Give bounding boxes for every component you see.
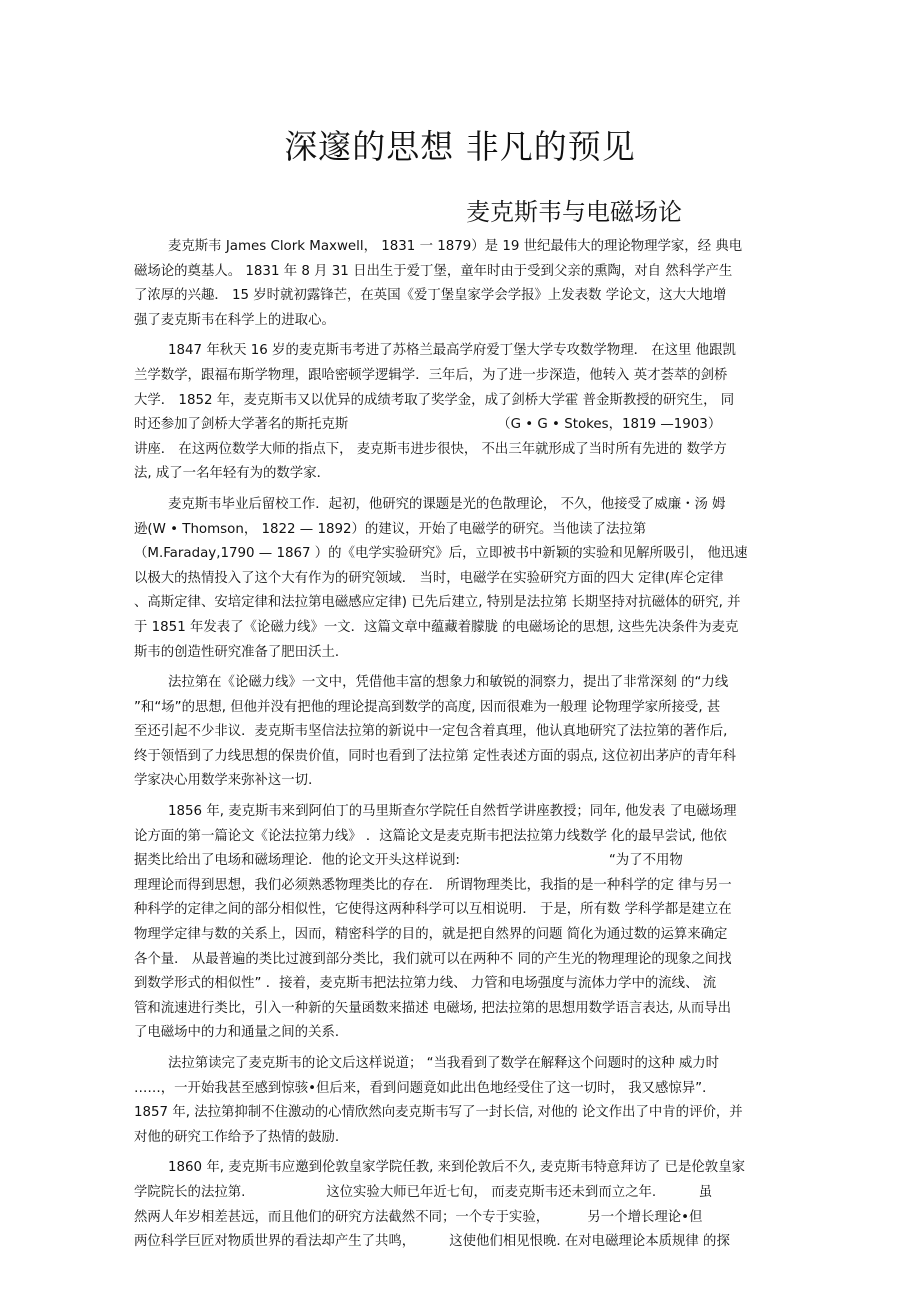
paragraph-line: 两位科学巨匠对物质世界的看法却产生了共鸣， 这使他们相见恨晚. 在对电磁理论本质规律 的探 [134,1234,730,1250]
paragraph [134,339,784,487]
page-title: 深邃的思想 非凡的预见 [284,127,636,166]
paragraph-line: 1857 年, 法拉第抑制不住激动的心情欣然向麦克斯韦写了一封长信, 对他的 论文作出了中肯的评价，并 [134,1105,743,1121]
paragraph-line: 种科学的定律之间的部分相似性，它使得这两种科学可以互相说明． 于是，所有数 学科学都是建立在 [134,902,732,918]
paragraph [134,493,784,665]
paragraph-line: 学院院长的法拉第. 这位实验大师已年近七旬， 而麦克斯韦还未到而立之年. 虽 [134,1184,713,1200]
page-subtitle: 麦克斯韦与电磁场论 [466,198,682,226]
paragraph [134,1052,784,1150]
paragraph [134,235,784,333]
paragraph-line: 1847 年秋天 16 岁的麦克斯韦考进了苏格兰最高学府爱丁堡大学专攻数学物理． 在这里 他跟凯 [168,343,736,359]
paragraph-line: 到数学形式的相似性” ．接着，麦克斯韦把法拉第力线、 力管和电场强度与流体力学中的流线、 流 [134,976,717,992]
paragraph-line: 斯韦的创造性研究准备了肥田沃土． [134,644,349,660]
paragraph-line: 磁场论的奠基人。 1831 年 8 月 31 日出生于爱丁堡，童年时由于受到父亲的熏陶，对自 然科学产生 [134,263,733,279]
paragraph-line: 1860 年, 麦克斯韦应邀到伦敦皇家学院任教, 来到伦敦后不久, 麦克斯韦特意拜访了 已是伦敦皇家 [168,1160,745,1176]
article-body [134,235,784,1255]
paragraph-line: 以极大的热情投入了这个大有作为的研究领域． 当时，电磁学在实验研究方面的四大 定律(库仑定律 [134,570,724,586]
paragraph-line: 各个量． 从最普遍的类比过渡到部分类比，我们就可以在两种不 同的产生光的物理理论的现象之间找 [134,951,732,967]
paragraph-line: 了电磁场中的力和通量之间的关系． [134,1025,349,1041]
paragraph-line: ……，一开始我甚至感到惊骇•但后来，看到问题竟如此出色地经受住了这一切时， 我又感惊异”． [134,1080,716,1096]
paragraph-line: （M.Faraday,1790 — 1867 ）的《电学实验研究》后，立即被书中新颖的实验和见解所吸引， 他迅速 [134,546,748,562]
paragraph-line: 、高斯定律、安培定律和法拉第电磁感应定律) 已先后建立, 特别是法拉第 长期坚持对抗磁体的研究, 并 [134,595,741,611]
paragraph-line: 于 1851 年发表了《论磁力线》一文．这篇文章中蕴藏着朦胧 的电磁场论的思想, 这些先决条件为麦克 [134,619,739,635]
paragraph-line: 对他的研究工作给予了热情的鼓励. [134,1129,340,1145]
paragraph-line: 至还引起不少非议．麦克斯韦坚信法拉第的新说中一定包含着真理，他认真地研究了法拉第的著作后, [134,724,728,740]
paragraph-line: 兰学数学，跟福布斯学物理，跟哈密顿学逻辑学．三年后，为了进一步深造，他转入 英才荟萃的剑桥 [134,367,728,383]
paragraph-line: ”和“场”的思想, 但他并没有把他的理论提高到数学的高度, 因而很难为一般理 论物理学家所接受, 甚 [134,699,721,715]
paragraph-line: 大学． 1852 年，麦克斯韦又以优异的成绩考取了奖学金，成了剑桥大学霍 普金斯教授的研究生， 同 [134,392,735,408]
paragraph-line: 时还参加了剑桥大学著名的斯托克斯 （G • G • Stokes，1819 —1903） [134,417,722,433]
paragraph [134,671,784,794]
paragraph-line: 1856 年, 麦克斯韦来到阿伯丁的马里斯查尔学院任自然哲学讲座教授；同年, 他发表 了电磁场理 [168,804,737,820]
paragraph-line: 学家决心用数学来弥补这一切． [134,773,322,789]
paragraph-line: 然两人年岁相差甚远，而且他们的研究方法截然不同；一个专于实验， 另一个增长理论•但 [134,1209,703,1225]
paragraph-line: 物理学定律与数的关系上，因而，精密科学的目的，就是把自然界的问题 简化为通过数的运算来确定 [134,927,728,943]
paragraph-line: 逊(W • Thomson， 1822 — 1892）的建议，开始了电磁学的研究。当他读了法拉第 [134,521,647,537]
paragraph-line: 麦克斯韦毕业后留校工作．起初，他研究的课题是光的色散理论， 不久，他接受了威廉・汤 姆 [168,496,726,512]
paragraph-line: 强了麦克斯韦在科学上的进取心。 [134,312,335,328]
paragraph-line: 麦克斯韦 James Clork Maxwell， 1831 一 1879）是 19 世纪最伟大的理论物理学家，经 典电 [168,239,743,254]
paragraph-line: 讲座． 在这两位数学大师的指点下， 麦克斯韦进步很快， 不出三年就形成了当时所有先进的 数学方 [134,441,727,457]
paragraph [134,800,784,1046]
paragraph-line: 法, 成了一名年轻有为的数学家． [134,466,330,482]
paragraph-line: 了浓厚的兴趣． 15 岁时就初露锋芒，在英国《爱丁堡皇家学会学报》上发表数 学论文，这大大地增 [134,288,727,304]
paragraph-line: 法拉第在《论磁力线》一文中，凭借他丰富的想象力和敏锐的洞察力，提出了非常深刻 的“力线 [168,675,729,691]
paragraph-line: 终于领悟到了力线思想的保贵价值，同时也看到了法拉第 定性表述方面的弱点, 这位初出茅庐的青年科 [134,748,736,764]
paragraph-line: 管和流速进行类比，引入一种新的矢量函数来描述 电磁场, 把法拉第的思想用数学语言表达, 从而导出 [134,1000,732,1016]
paragraph-line: 理理论而得到思想，我们必须熟悉物理类比的存在． 所谓物理类比，我指的是一种科学的定 律与另一 [134,877,732,893]
paragraph-line: 法拉第读完了麦克斯韦的论文后这样说道； “当我看到了数学在解释这个问题时的这种 威力时 [168,1056,720,1071]
paragraph [134,1156,784,1254]
paragraph-line: 论方面的第一篇论文《论法拉第力线》 ．这篇论文是麦克斯韦把法拉第力线数学 化的最早尝试, 他依 [134,828,727,844]
paragraph-line: 据类比给出了电场和磁场理论．他的论文开头这样说到: “为了不用物 [134,853,683,869]
